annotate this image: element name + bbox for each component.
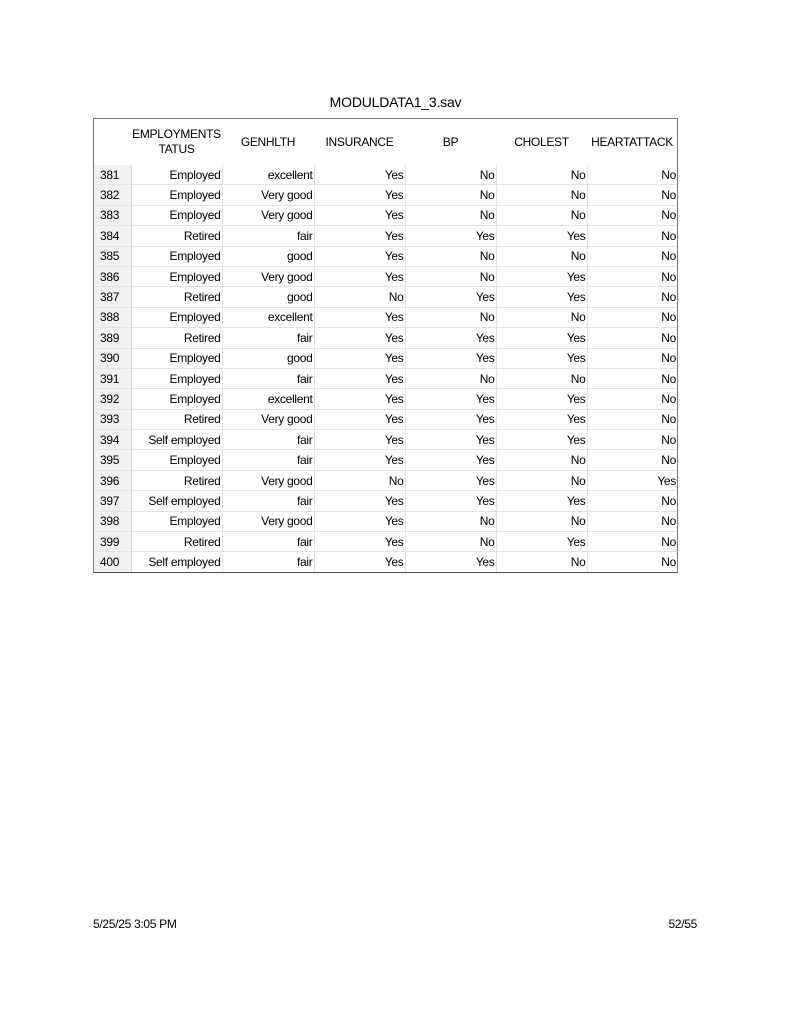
cell-genhlth: fair <box>222 532 314 552</box>
column-header-heartattack: HEARTATTACK <box>591 134 673 149</box>
cell-genhlth: Very good <box>222 266 314 286</box>
table-row <box>94 266 677 286</box>
cell-employmentstatus: Employed <box>131 389 222 409</box>
cell-genhlth: Very good <box>222 470 314 490</box>
row-number: 384 <box>94 226 131 246</box>
cell-cholest: No <box>496 205 587 225</box>
cell-heartattack: No <box>587 246 677 266</box>
cell-employmentstatus: Employed <box>131 165 222 185</box>
cell-heartattack: No <box>587 389 677 409</box>
cell-genhlth: fair <box>222 450 314 470</box>
cell-bp: Yes <box>405 389 496 409</box>
column-header-cholest: CHOLEST <box>514 134 569 149</box>
cell-insurance: Yes <box>314 450 405 470</box>
cell-employmentstatus: Retired <box>131 532 222 552</box>
cell-heartattack: No <box>587 307 677 327</box>
table-row <box>94 552 677 572</box>
cell-heartattack: No <box>587 430 677 450</box>
cell-insurance: Yes <box>314 165 405 185</box>
cell-heartattack: No <box>587 368 677 388</box>
cell-insurance: Yes <box>314 348 405 368</box>
row-number: 392 <box>94 389 131 409</box>
cell-employmentstatus: Retired <box>131 287 222 307</box>
table-row <box>94 205 677 225</box>
cell-genhlth: good <box>222 348 314 368</box>
cell-insurance: Yes <box>314 205 405 225</box>
cell-cholest: No <box>496 307 587 327</box>
cell-cholest: Yes <box>496 348 587 368</box>
cell-insurance: No <box>314 470 405 490</box>
cell-insurance: Yes <box>314 328 405 348</box>
cell-bp: Yes <box>405 409 496 429</box>
row-number: 382 <box>94 185 131 205</box>
cell-heartattack: No <box>587 287 677 307</box>
table-row <box>94 226 677 246</box>
cell-cholest: Yes <box>496 532 587 552</box>
cell-genhlth: good <box>222 246 314 266</box>
row-number: 397 <box>94 491 131 511</box>
cell-bp: No <box>405 185 496 205</box>
cell-bp: No <box>405 368 496 388</box>
cell-employmentstatus: Retired <box>131 328 222 348</box>
cell-genhlth: excellent <box>222 165 314 185</box>
cell-employmentstatus: Self employed <box>131 430 222 450</box>
cell-insurance: Yes <box>314 491 405 511</box>
cell-cholest: No <box>496 511 587 531</box>
cell-genhlth: fair <box>222 328 314 348</box>
cell-cholest: No <box>496 368 587 388</box>
cell-employmentstatus: Employed <box>131 246 222 266</box>
cell-genhlth: Very good <box>222 185 314 205</box>
cell-cholest: Yes <box>496 409 587 429</box>
cell-insurance: Yes <box>314 389 405 409</box>
cell-insurance: Yes <box>314 430 405 450</box>
cell-heartattack: No <box>587 266 677 286</box>
column-header-employmentstatus: EMPLOYMENTSTATUS <box>132 127 221 156</box>
data-table <box>94 119 677 572</box>
cell-heartattack: No <box>661 555 676 570</box>
cell-heartattack: No <box>587 185 677 205</box>
cell-genhlth: fair <box>222 368 314 388</box>
cell-cholest: Yes <box>496 287 587 307</box>
cell-heartattack: No <box>587 511 677 531</box>
row-number: 385 <box>94 246 131 266</box>
cell-employmentstatus: Employed <box>131 511 222 531</box>
row-number: 395 <box>94 450 131 470</box>
column-header-insurance: INSURANCE <box>325 134 394 149</box>
cell-employmentstatus: Self employed <box>131 552 222 572</box>
cell-insurance: Yes <box>314 532 405 552</box>
column-header-bp: BP <box>442 134 459 149</box>
cell-cholest: Yes <box>496 430 587 450</box>
cell-bp: Yes <box>405 470 496 490</box>
table-row <box>94 511 677 531</box>
table-row <box>94 246 677 266</box>
cell-genhlth: good <box>222 287 314 307</box>
cell-bp: Yes <box>405 430 496 450</box>
cell-heartattack: No <box>587 450 677 470</box>
table-row <box>94 165 677 185</box>
cell-insurance: Yes <box>314 185 405 205</box>
cell-cholest: Yes <box>496 328 587 348</box>
row-number: 396 <box>94 470 131 490</box>
table-row <box>94 307 677 327</box>
cell-bp: No <box>405 266 496 286</box>
cell-genhlth: Very good <box>222 511 314 531</box>
row-number: 389 <box>94 328 131 348</box>
cell-bp: Yes <box>405 450 496 470</box>
cell-cholest: Yes <box>496 266 587 286</box>
row-number: 381 <box>94 165 131 185</box>
cell-cholest: No <box>496 470 587 490</box>
cell-genhlth: Very good <box>222 409 314 429</box>
cell-bp: Yes <box>405 348 496 368</box>
cell-insurance: Yes <box>314 368 405 388</box>
row-number: 391 <box>94 368 131 388</box>
cell-insurance: Yes <box>314 511 405 531</box>
table-row <box>94 532 677 552</box>
cell-bp: No <box>405 165 496 185</box>
cell-genhlth: fair <box>222 552 314 572</box>
cell-employmentstatus: Retired <box>131 409 222 429</box>
row-number: 394 <box>94 430 131 450</box>
cell-bp: Yes <box>405 552 496 572</box>
cell-heartattack: Yes <box>587 470 677 490</box>
cell-heartattack: No <box>587 409 677 429</box>
row-number: 387 <box>94 287 131 307</box>
cell-insurance: No <box>314 287 405 307</box>
cell-insurance: Yes <box>314 246 405 266</box>
cell-employmentstatus: Employed <box>131 307 222 327</box>
table-row <box>94 328 677 348</box>
cell-genhlth: fair <box>222 226 314 246</box>
cell-employmentstatus: Employed <box>131 185 222 205</box>
table-row <box>94 430 677 450</box>
header-corner <box>94 119 131 165</box>
cell-insurance: Yes <box>314 266 405 286</box>
cell-bp: Yes <box>405 226 496 246</box>
row-number: 399 <box>94 532 131 552</box>
cell-cholest: No <box>496 185 587 205</box>
cell-heartattack: No <box>587 532 677 552</box>
row-number: 388 <box>94 307 131 327</box>
cell-insurance: Yes <box>314 409 405 429</box>
cell-bp: No <box>405 205 496 225</box>
document-title: MODULDATA1_3.sav <box>329 94 462 110</box>
cell-heartattack: No <box>587 491 677 511</box>
row-number: 398 <box>94 511 131 531</box>
cell-employmentstatus: Employed <box>131 450 222 470</box>
cell-genhlth: Very good <box>222 205 314 225</box>
cell-employmentstatus: Employed <box>131 368 222 388</box>
table-row <box>94 470 677 490</box>
cell-genhlth: fair <box>222 430 314 450</box>
cell-insurance: Yes <box>314 307 405 327</box>
cell-bp: No <box>405 511 496 531</box>
cell-heartattack: No <box>587 226 677 246</box>
cell-employmentstatus: Employed <box>131 348 222 368</box>
table-row <box>94 491 677 511</box>
cell-heartattack: No <box>587 205 677 225</box>
cell-heartattack: No <box>587 328 677 348</box>
cell-employmentstatus: Retired <box>131 226 222 246</box>
cell-bp: No <box>405 307 496 327</box>
row-number: 393 <box>94 409 131 429</box>
row-number: 386 <box>94 266 131 286</box>
cell-cholest: No <box>496 246 587 266</box>
footer-page-number: 52/55 <box>668 917 697 931</box>
cell-cholest: No <box>496 165 587 185</box>
cell-bp: No <box>405 246 496 266</box>
cell-cholest: Yes <box>496 389 587 409</box>
cell-heartattack: No <box>587 165 677 185</box>
row-number: 390 <box>94 348 131 368</box>
cell-bp: No <box>405 532 496 552</box>
cell-employmentstatus: Employed <box>131 266 222 286</box>
cell-employmentstatus: Self employed <box>131 491 222 511</box>
row-number: 400 <box>94 552 131 572</box>
cell-genhlth: excellent <box>222 307 314 327</box>
cell-cholest: Yes <box>496 226 587 246</box>
cell-cholest: Yes <box>496 491 587 511</box>
footer-timestamp: 5/25/25 3:05 PM <box>93 917 177 931</box>
cell-genhlth: fair <box>222 491 314 511</box>
data-table-frame <box>93 118 678 573</box>
row-number: 383 <box>94 205 131 225</box>
column-header-genhlth: GENHLTH <box>240 134 296 149</box>
table-row <box>94 450 677 470</box>
table-row <box>94 409 677 429</box>
cell-insurance: Yes <box>314 552 405 572</box>
cell-employmentstatus: Employed <box>131 205 222 225</box>
table-row <box>94 185 677 205</box>
table-row <box>94 368 677 388</box>
cell-cholest: No <box>496 552 587 572</box>
cell-cholest: No <box>496 450 587 470</box>
table-row <box>94 389 677 409</box>
cell-genhlth: excellent <box>222 389 314 409</box>
cell-insurance: Yes <box>314 226 405 246</box>
cell-bp: Yes <box>405 328 496 348</box>
table-row <box>94 287 677 307</box>
cell-employmentstatus: Retired <box>131 470 222 490</box>
table-header <box>94 119 677 165</box>
table-row <box>94 348 677 368</box>
cell-bp: Yes <box>405 491 496 511</box>
cell-heartattack: No <box>587 348 677 368</box>
table-body <box>94 165 677 572</box>
cell-bp: Yes <box>405 287 496 307</box>
